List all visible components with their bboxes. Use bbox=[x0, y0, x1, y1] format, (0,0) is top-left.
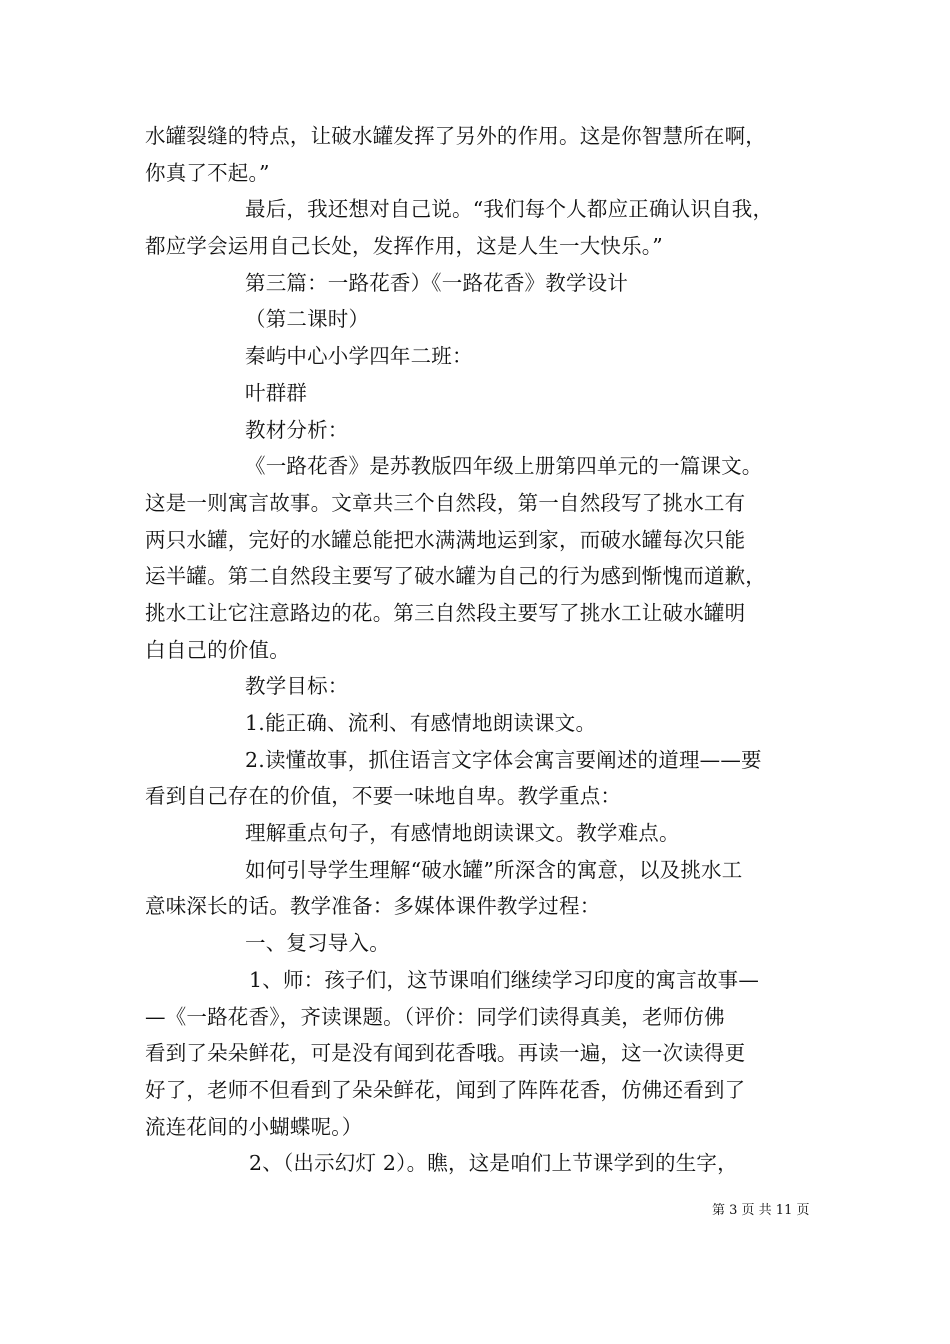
text-line: 你真了不起。” bbox=[145, 160, 270, 185]
text-line: 2、（出示幻灯 2）。瞧，这是咱们上节课学到的生字， bbox=[249, 1151, 738, 1176]
text-line: 意味深长的话。教学准备：多媒体课件教学过程： bbox=[145, 894, 601, 919]
subheading-review: 一、复习导入。 bbox=[245, 931, 390, 956]
text-line: 白自己的价值。 bbox=[145, 637, 290, 662]
text-line: 如何引导学生理解“破水罐”所深含的寓意，以及挑水工 bbox=[245, 857, 743, 882]
text-line: 2.读懂故事，抓住语言文字体会寓言要阐述的道理——要 bbox=[245, 747, 762, 772]
document-body bbox=[145, 118, 810, 1182]
text-line: 看到自己存在的价值，不要一味地自卑。教学重点： bbox=[145, 784, 622, 809]
subheading-teaching-goals: 教学目标： bbox=[245, 674, 349, 699]
author-name: 叶群群 bbox=[245, 380, 308, 405]
lesson-label: （第二课时） bbox=[245, 307, 370, 332]
text-line: 这是一则寓言故事。文章共三个自然段，第一自然段写了挑水工有 bbox=[145, 490, 746, 515]
subheading-material-analysis: 教材分析： bbox=[245, 417, 349, 442]
text-line: 最后，我还想对自己说。“我们每个人都应正确认识自我， bbox=[245, 197, 774, 222]
text-line: 水罐裂缝的特点，让破水罐发挥了另外的作用。这是你智慧所在啊， bbox=[145, 124, 766, 148]
text-line: 都应学会运用自己长处，发挥作用，这是人生一大快乐。” bbox=[145, 234, 663, 259]
section-heading: 第三篇：一路花香）《一路花香》教学设计 bbox=[245, 270, 629, 295]
text-line: 理解重点句子，有感情地朗读课文。教学难点。 bbox=[245, 821, 680, 846]
text-line: 挑水工让它注意路边的花。第三自然段主要写了挑水工让破水罐明 bbox=[145, 600, 746, 625]
text-line: 1.能正确、流利、有感情地朗读课文。 bbox=[245, 711, 597, 735]
school-class: 秦屿中心小学四年二班： bbox=[245, 344, 473, 369]
text-line: 好了，老师不但看到了朵朵鲜花，闻到了阵阵花香，仿佛还看到了 bbox=[145, 1077, 746, 1102]
text-line: —《一路花香》，齐读课题。（评价：同学们读得真美，老师仿佛 bbox=[145, 1004, 725, 1029]
text-line: 看到了朵朵鲜花，可是没有闻到花香哦。再读一遍，这一次读得更 bbox=[145, 1041, 746, 1066]
page-number-footer: 第 3 页 共 11 页 bbox=[712, 1203, 810, 1218]
text-line: 运半罐。第二自然段主要写了破水罐为自己的行为感到惭愧而道歉， bbox=[145, 564, 766, 589]
text-line: 《一路花香》是苏教版四年级上册第四单元的一篇课文。 bbox=[245, 454, 763, 479]
text-line: 流连花间的小蝴蝶呢。） bbox=[145, 1114, 363, 1139]
text-line: 1、师：孩子们，这节课咱们继续学习印度的寓言故事— bbox=[249, 967, 760, 992]
text-line: 两只水罐，完好的水罐总能把水满满地运到家，而破水罐每次只能 bbox=[145, 527, 746, 552]
